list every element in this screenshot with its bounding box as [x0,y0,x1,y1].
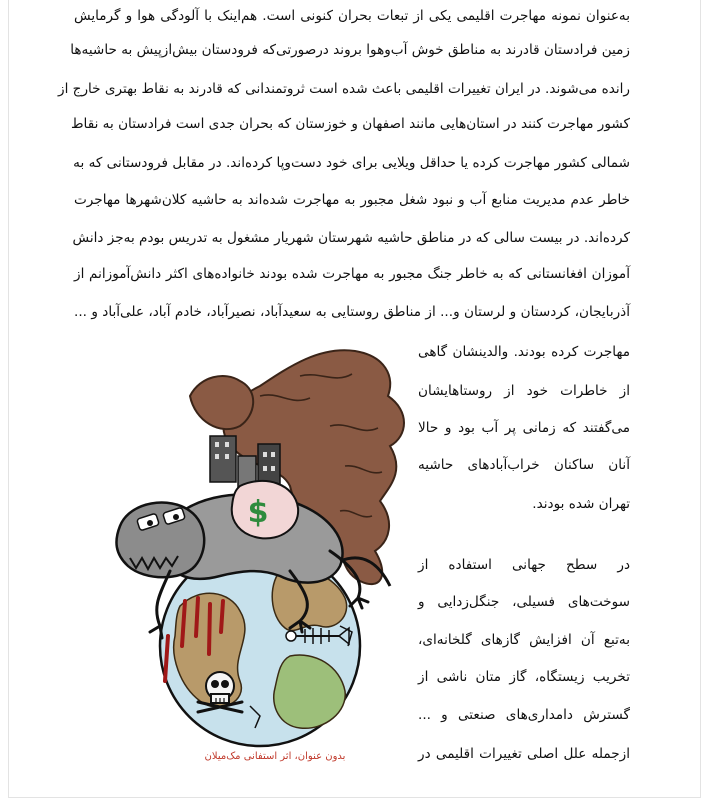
side-paragraph-line: مهاجرت کرده بودند. والدینشان گاهی [418,344,630,360]
monster-earth-illustration [90,336,420,754]
side-paragraph-line: تهران شده بودند. [532,496,630,512]
dollar-sign-icon: $ [247,495,269,530]
paragraph-line: خاطر عدم مدیریت منابع آب و نبود شغل مجبور به مهاجرت شده‌اند به حاشیه کلان‌شهرها مهاجرت [74,192,630,208]
side-paragraph-line: می‌گفتند که زمانی پر آب بود و حالا [418,420,630,436]
smoke-plume-small [190,376,253,429]
side-paragraph-line: سوخت‌های فسیلی، جنگل‌زدایی و [418,594,630,610]
side-paragraph-line: تخریب زیستگاه، گاز متان ناشی از [418,669,630,685]
paragraph-line: شمالی کشور مهاجرت کرده یا حداقل ویلایی برای خود دست‌وپا کرده‌اند. در مقابل فرودستانی که به [73,155,630,171]
side-paragraph-line: به‌تبع آن افزایش گازهای گلخانه‌ای، [418,632,630,648]
side-paragraph-line: در سطح جهانی استفاده از [418,557,630,573]
paragraph-line: زمین فرادستان قادرند به مناطق خوش آب‌وهوا بروند درصورتی‌که فرودستان بیش‌ازپیش به حاشیه‌ها [70,42,630,58]
figure-caption: بدون عنوان، اثر استفانی مک‌میلان [204,751,346,762]
paragraph-line: به‌عنوان نمونه مهاجرت اقلیمی یکی از تبعات بحران کنونی است. هم‌اینک با آلودگی هوا و گرمایش [74,8,630,24]
paragraph-line: کشور مهاجرت کنند در استان‌هایی مانند اصفهان و خوزستان که بحران جدی است فرادستان به نقاط [70,116,630,132]
paragraph-line: آموزان افغانستانی که به خاطر جنگ مجبور به مهاجرت شده بودند خانواده‌های اکثر دانش‌آموزانم از [74,266,630,282]
side-paragraph-line: گسترش دامداری‌های صنعتی و ... [418,707,630,723]
side-paragraph-line: آنان ساکنان خراب‌آبادهای حاشیه [418,457,630,473]
paragraph-line: آذربایجان، کردستان و لرستان و... از مناطق روستایی به سعیدآباد، نصیرآباد، خادم آباد، علی‌آباد و ... [74,304,630,320]
paragraph-line: کرده‌اند. در بیست سالی که در مناطق حاشیه شهرستان شهریار مشغول به تدریس بودم به‌جز دانش [72,230,630,246]
side-paragraph-line: از خاطرات خود از روستاهایشان [418,383,630,399]
factory-building [210,436,236,482]
paragraph-line: رانده می‌شوند. در ایران تغییرات اقلیمی باعث شده است ثروتمندانی که قادرند به نقاط بهتری خارج از [58,81,630,97]
side-paragraph-line: ازجمله علل اصلی تغییرات اقلیمی در [418,746,630,762]
